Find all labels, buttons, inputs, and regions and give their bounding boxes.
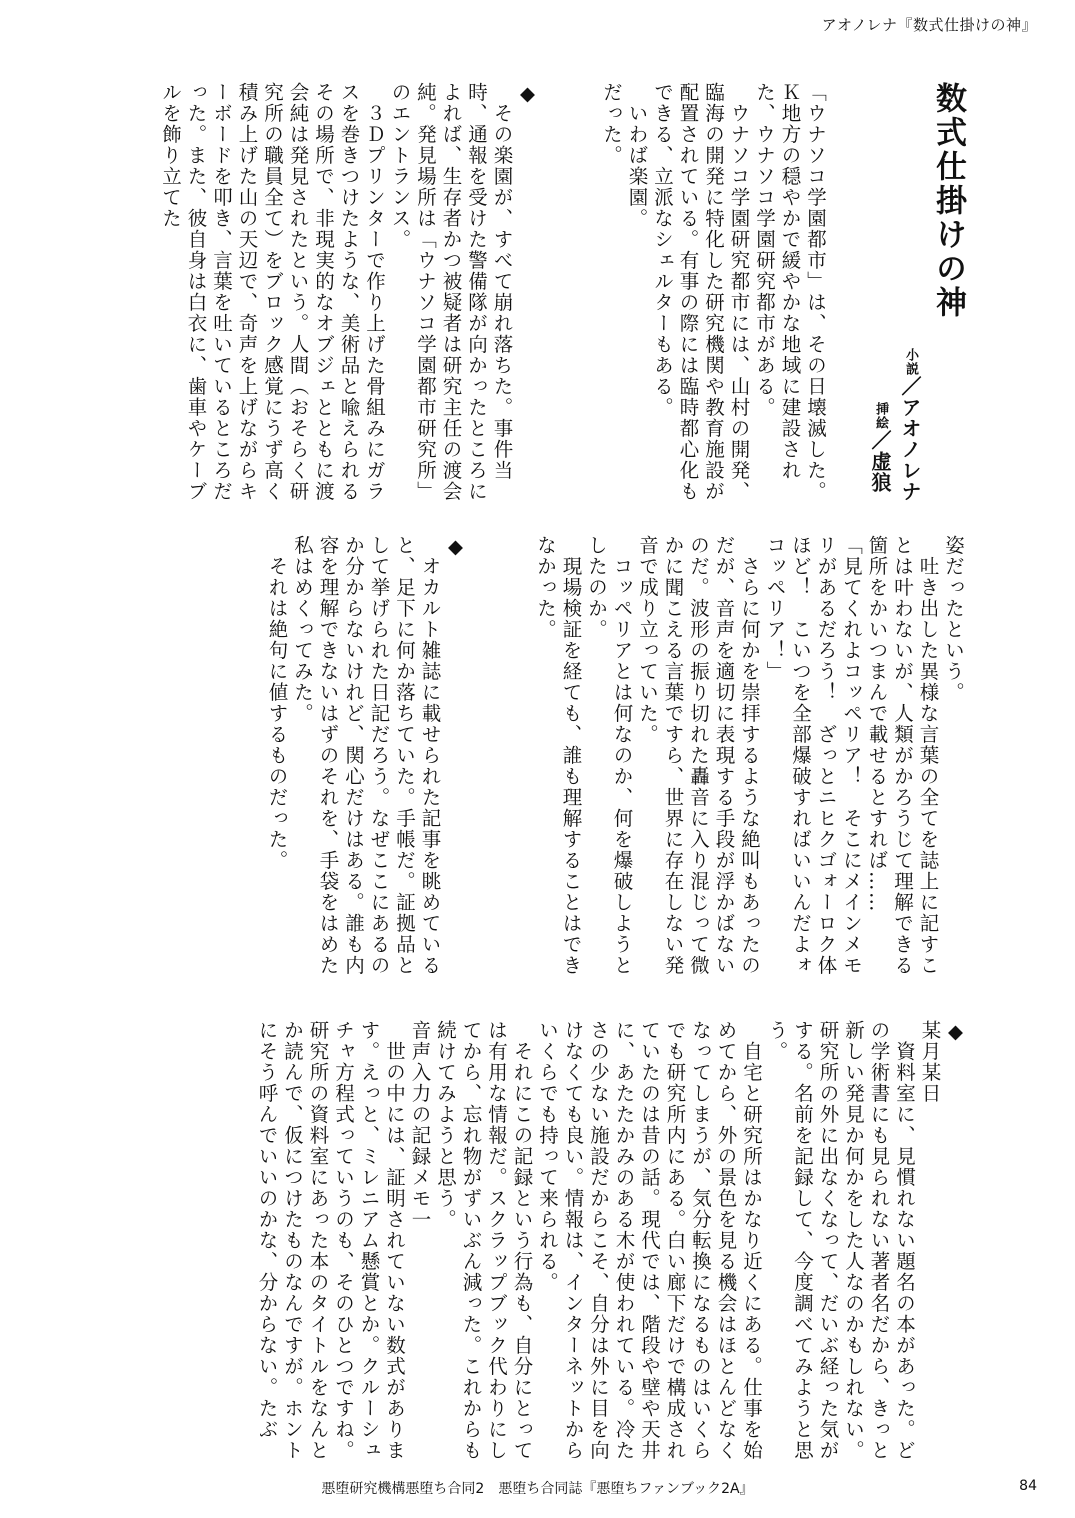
story-title: 数式仕掛けの神: [930, 82, 966, 320]
page-number: 84: [1019, 1478, 1037, 1494]
author-credit: [896, 348, 925, 502]
illustrator-role-label: 挿絵: [873, 402, 888, 430]
story-text-column: ◆ その楽園が、すべて崩れ落ちた。事件当時、通報を受けた警備隊が向かったところによれば、生存者かつ被疑者は研究主任の渡会純。発見場所は「ウナソコ学園都市研究所」のエントランス。 ３Ｄプリンターで作り上げた骨組みにガラスを巻きつけたような、美術品と喩えられるその場所で、非現実的なオブジェとともに渡会純は発見されたという。人間（おそらく研究所の職員全て）をブロック感覚にうず高く積み上げた山の天辺で、奇声を上げながらキーボードを叩き、言葉を吐いているところだった。また、彼自身は白衣に、歯車やケーブルを飾り立てた: [159, 82, 539, 502]
story-text-column: 姿だったという。 吐き出した異様な言葉の全てを誌上に記すことは叶わないが、人類がかろうじて理解できる箇所をかいつまんで載せるとすれば…… 「見てくれよコッペリア！ そこにメインメモリがあるだろう！ ざっとニヒクゴォーロク体ほど！ こいつを全部爆破すればいいんだよォコッペリア！」 さらに何かを崇拝するような絶叫もあったのだが、音声を適切に表現する手段が浮かばないのだ。波形の振り切れた轟音に入り混じって微かに聞こえる言葉ですら、世界に存在しない発音で成り立っていた。 コッペリアとは何なのか、何を爆破しようとしたのか。 現場検証を経ても、誰も理解することはできなかった。: [534, 535, 965, 976]
story-text-column: ◆ オカルト雑誌に載せられた記事を眺めていると、足下に何か落ちていた。手帳だ。証拠品として挙げられた日記だろう。なぜここにあるのか分からないけれど、関心だけはある。誰も内容を理解できないはずのそれを、手袋をはめた私はめくってみた。 それは絶句に値するものだった。: [265, 535, 467, 976]
running-header-title: アオノレナ『数式仕掛けの神』: [821, 16, 1037, 34]
story-text-column: 「ウナソコ学園都市」は、その日壊滅した。 Ｋ地方の穏やかで緩やかな地域に建設された、ウナソコ学園研究都市がある。 ウナソコ学園研究都市には、山村の開発、臨海の開発に特化した研究機関や教育施設が配置されている。有事の際には臨時都心化もできる、立派なシェルターもある。 いわば楽園。 だった。: [600, 82, 827, 502]
story-text-column: ◆ 某月某日 資料室に、見慣れない題名の本があった。どの学術書にも見られない著者名だから、きっと新しい発見か何かをした人なのかもしれない。研究所の外に出なくなって、だいぶ経った気がする。名前を記録して、今度調べてみようと思う。 自宅と研究所はかなり近くにある。仕事を始めてから、外の景色を見る機会はほとんどなくなってしまうが、気分転換になるものはいくらでも研究所内にある。白い廊下だけで構成されていたのは昔の話。現代では、階段や壁や天井に、あたたかみのある木が使われている。冷たさの少ない施設だからこそ、自分は外に目を向けなくても良い。情報は、インターネットからいくらでも持って来られる。 それにこの記録という行為も、自分にとっては有用な情報だ。スクラップブック代わりにしてから、忘れ物がずいぶん減った。これからも続けてみようと思う。 音声入力の記録メモ一 世の中には、証明されていない数式がありま す。えっと、ミレニアム懸賞とか。クルーシュチャ方程式っていうのも、そのひとつですね。研究所の資料室にあった本のタイトルをなんとか読んで、仮につけたものなんですが。ホントにそう呼んでいいのかな、分からない。たぶ: [255, 1020, 967, 1461]
author-name: ／アオノレナ: [898, 376, 922, 502]
illustrator-credit: [866, 402, 895, 493]
footer-publication-title: 悪堕研究機構悪堕ち合同2 悪堕ち合同誌『悪堕ちファンブック2A』: [321, 1481, 754, 1497]
illustrator-name: ／虚狼: [868, 430, 892, 493]
author-role-label: 小説: [903, 348, 918, 376]
